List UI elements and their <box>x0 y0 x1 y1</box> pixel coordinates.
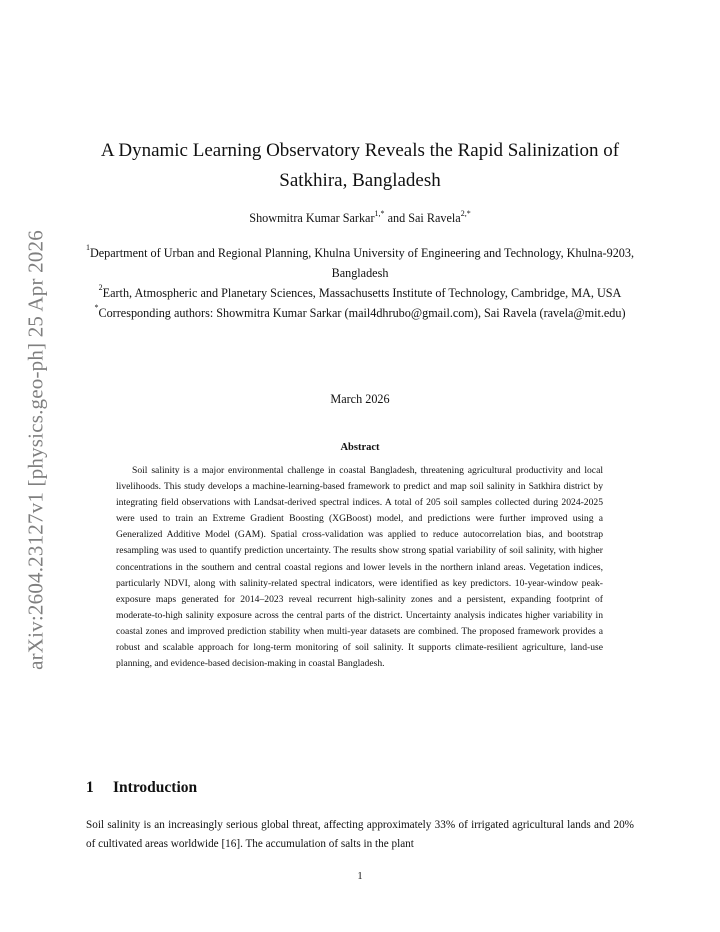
author-name: Sai Ravela <box>408 211 461 225</box>
paper-date: March 2026 <box>330 392 390 406</box>
page-number: 1 <box>357 871 363 882</box>
intro-paragraph: Soil salinity is an increasingly serious global threat, affecting approximately 33% of irrigated agricultural lands and 20% of cultivated areas worldwide [16]. The accumulation of salts in the plant <box>86 819 634 850</box>
affiliation-marker: 1 <box>85 243 90 252</box>
author-superscript: 1,* <box>374 209 385 218</box>
section-heading <box>86 779 197 797</box>
author-name: Showmitra Kumar Sarkar <box>249 211 375 225</box>
affiliation-marker: 2 <box>98 283 103 292</box>
abstract-text: Soil salinity is a major environmental challenge in coastal Bangladesh, threatening agricultural productivity and local livelihoods. This study develops a machine-learning-based framework to predict and map soil salinity in Satkhira district by integrating field observations with Landsat-derived spectral indices. A total of 205 soil samples collected during 2024-2025 were used to train an Extreme Gradient Boosting (XGBoost) model, and predictions were further improved using a Generalized Additive Model (GAM). Spatial cross-validation was applied to reduce autocorrelation bias, and bootstrap resampling was used to quantify prediction uncertainty. The results show strong spatial variability of soil salinity, with higher concentrations in the southern and central coastal regions and lower levels in the northern inland areas. Vegetation indices, particularly NDVI, along with salinity-related spectral indicators, were identified as key predictors. 10-year-window peak-exposure maps generated for 2014–2023 reveal recurrent high-salinity zones and a persistent, expanding footprint of moderate-to-high salinity exposure across the central parts of the district. Uncertainty analysis indicates higher variability in coastal zones and improved prediction stability when multi-year datasets are combined. The proposed framework provides a robust and scalable approach for long-term monitoring of soil salinity. It supports climate-resilient agriculture, land-use planning, and evidence-based decision-making in coastal Bangladesh. <box>116 465 603 670</box>
paper-title: A Dynamic Learning Observatory Reveals the Rapid Salinization of Satkhira, Bangladesh <box>100 140 620 191</box>
affiliation-marker: * <box>94 303 99 312</box>
affiliation-text: Corresponding authors: Showmitra Kumar Sarkar (mail4dhrubo@gmail.com), Sai Ravela (ravela@mit.edu) <box>98 306 626 320</box>
section-title: Introduction <box>113 779 198 796</box>
corresponding-note <box>80 303 640 323</box>
arxiv-stamp: arXiv:2604.23127v1 [physics.geo-ph] 25 Apr 2026 <box>23 230 48 670</box>
affiliations <box>80 243 640 323</box>
author-joiner: and <box>384 211 409 225</box>
affiliation-text: Earth, Atmospheric and Planetary Sciences, Massachusetts Institute of Technology, Cambridge, MA, USA <box>102 286 622 300</box>
author-superscript: 2,* <box>460 209 471 218</box>
affiliation <box>80 243 640 283</box>
section-number: 1 <box>86 779 94 796</box>
affiliation <box>80 283 640 303</box>
author-line <box>80 209 640 227</box>
abstract-heading: Abstract <box>340 442 380 453</box>
affiliation-text: Department of Urban and Regional Planning, Khulna University of Engineering and Technology, Khulna-9203, Bangladesh <box>89 246 635 280</box>
